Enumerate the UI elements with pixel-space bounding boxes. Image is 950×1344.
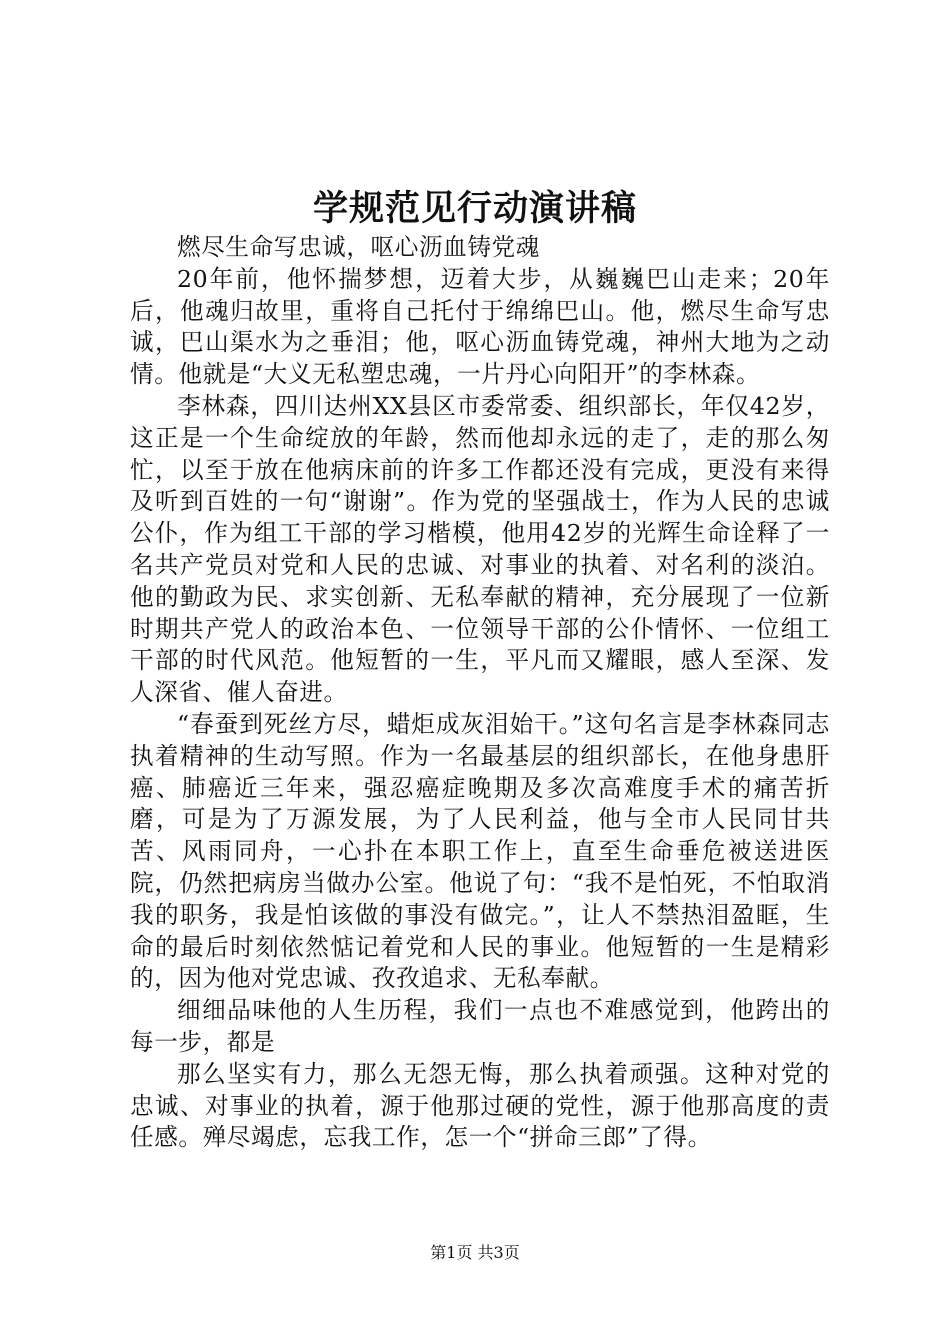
paragraph: 细细品味他的人生历程，我们一点也不难感觉到，他跨出的每一步，都是: [130, 996, 830, 1056]
paragraph: “春蚕到死丝方尽，蜡炬成灰泪始干。”这句名言是李林森同志执着精神的生动写照。作为一名最基层的组织部长，在他身患肝癌、肺癌近三年来，强忍癌症晚期及多次高难度手术的痛苦折磨，可是为了万源发展，为了人民利益，他与全市人民同甘共苦、风雨同舟，一心扑在本职工作上，直至生命垂危被送进医院，仍然把病房当做办公室。他说了句：“我不是怕死，不怕取消我的职务，我是怕该做的事没有做完。”，让人不禁热泪盈眶，生命的最后时刻依然惦记着党和人民的事业。他短暂的一生是精彩的，因为他对党忠诚、孜孜追求、无私奉献。: [130, 709, 830, 993]
paragraph: 李林森，四川达州XX县区市委常委、组织部长，年仅42岁，这正是一个生命绽放的年龄，然而他却永远的走了，走的那么匆忙，以至于放在他病床前的许多工作都还没有完成，更没有来得及听到百姓的一句“谢谢”。作为党的坚强战士，作为人民的忠诚公仆，作为组工干部的学习楷模，他用42岁的光辉生命诠释了一名共产党员对党和人民的忠诚、对事业的执着、对名利的淡泊。他的勤政为民、求实创新、无私奉献的精神，充分展现了一位新时期共产党人的政治本色、一位领导干部的公仆情怀、一位组工干部的时代风范。他短暂的一生，平凡而又耀眼，感人至深、发人深省、催人奋进。: [130, 391, 830, 707]
paragraph: 那么坚实有力，那么无怨无悔，那么执着顽强。这种对党的忠诚、对事业的执着，源于他那过硬的党性，源于他那高度的责任感。殚尽竭虑，忘我工作，怎一个“拼命三郎”了得。: [130, 1059, 830, 1152]
paragraph-subtitle: 燃尽生命写忠诚，呕心沥血铸党魂: [177, 233, 540, 261]
document-title: 学规范见行动演讲稿: [312, 189, 637, 229]
page-footer: 第1页 共3页: [430, 1243, 520, 1262]
paragraph: 20年前，他怀揣梦想，迈着大步，从巍巍巴山走来；20年后，他魂归故里，重将自己托付于绵绵巴山。他，燃尽生命写忠诚，巴山渠水为之垂泪；他，呕心沥血铸党魂，神州大地为之动情。他就是“大义无私塑忠魂，一片丹心向阳开”的李林森。: [130, 264, 830, 389]
document-body: [130, 232, 830, 1154]
